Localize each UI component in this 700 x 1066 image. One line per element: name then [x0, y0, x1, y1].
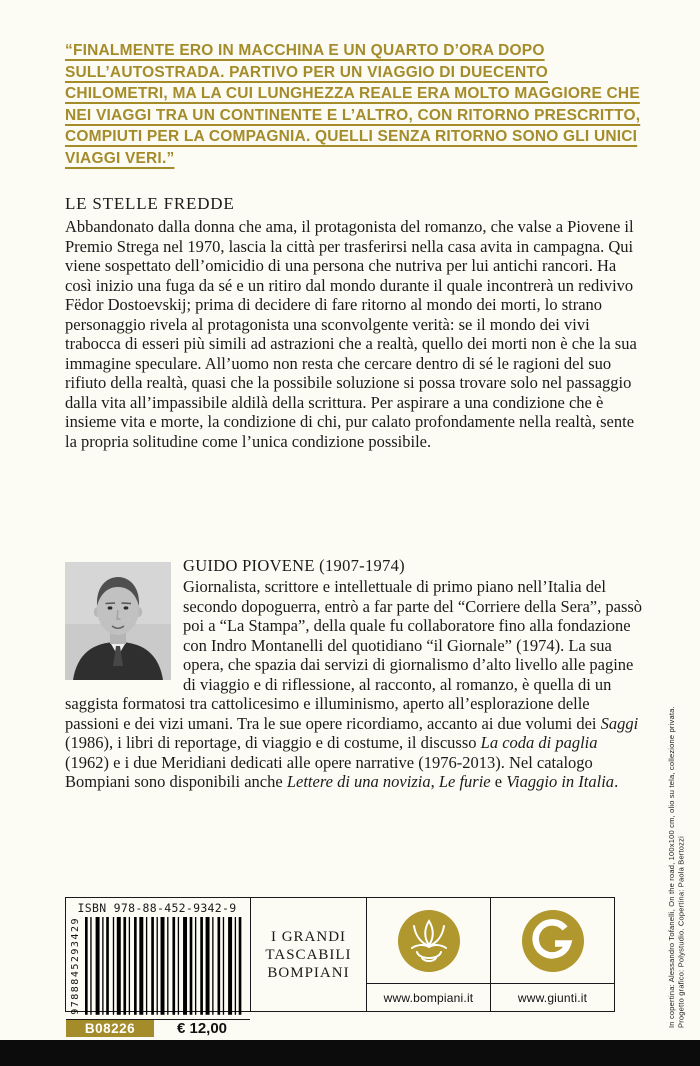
imprint-line-1: I GRANDI — [270, 928, 347, 945]
spine-black-bar — [0, 1040, 700, 1066]
giunti-url: www.giunti.it — [491, 983, 614, 1011]
giunti-g-logo-icon — [522, 910, 584, 972]
price-row — [66, 1019, 250, 1037]
giunti-logo-area — [491, 898, 614, 983]
author-bio: Giornalista, scrittore e intellettuale di primo piano nell’Italia del secondo dopoguerra, entrò a far parte del “Corriere della Sera”, passò poi a “La Stampa”, della quale fu collaboratore fino alla fondazione con Indro Montanelli del quotidiano “il Giornale” (1974). La sua opera, che spazia dai servizi di giornalismo d’alto livello alle pagine di viaggio e di riflessione, al racconto, al romanzo, è quella di un saggista formatosi tra cattolicesimo e illuminismo, aperto all’esplorazione delle passioni e dei vizi umani. Tra le sue opere ricordiamo, accanto ai due volumi dei Saggi (1986), i libri di reportage, di viaggio e di costume, il discusso La coda di paglia (1962) e i due Meridiani dedicati alle opere narrative (1976-2013). Nel catalogo Bompiani sono disponibili anche Lettere di una novizia, Le furie e Viaggio in Italia. — [65, 577, 643, 791]
imprint-text — [251, 928, 366, 982]
bompiani-cell — [367, 898, 491, 1011]
pull-quote: “FINALMENTE ERO IN MACCHINA E UN QUARTO D’ORA DOPO SULL’AUTOSTRADA. PARTIVO PER UN VIAGGIO DI DUECENTO CHILOMETRI, MA LA CUI LUNGHEZZA REALE ERA MOLTO MAGGIORE CHE NEI VIAGGI TRA UN CONTINENTE E L’ALTRO, CON RITORNO PRESCRITTO, COMPIUTI PER LA COMPAGNIA. QUELLI SENZA RITORNO SONO GLI UNICI VIAGGI VERI.” — [65, 42, 641, 167]
author-section — [65, 556, 643, 792]
author-name: GUIDO PIOVENE (1907-1974) — [183, 556, 405, 575]
imprint-cell — [251, 898, 367, 1011]
barcode-icon — [85, 917, 244, 1015]
cover-credits: In copertina: Alessandro Tofanelli, On the road, 100x100 cm, olio su tela, collezione privata. Progetto grafico: Polystudio. Copertina: Paola Bertozzi — [667, 706, 686, 1028]
synopsis-section — [65, 194, 643, 451]
footer-strip — [65, 897, 615, 1037]
imprint-line-2: TASCABILI — [265, 946, 352, 963]
isbn-cell — [65, 898, 251, 1037]
isbn-label: ISBN 978-88-452-9342-9 — [77, 901, 237, 915]
author-photo — [65, 562, 171, 680]
barcode-number: 9788845293429 — [70, 917, 81, 1015]
book-title: LE STELLE FREDDE — [65, 194, 235, 213]
bompiani-flower-logo-icon — [398, 910, 460, 972]
bompiani-url: www.bompiani.it — [367, 983, 490, 1011]
author-portrait-image — [65, 562, 171, 680]
price: € 12,00 — [176, 1019, 228, 1037]
imprint-line-3: BOMPIANI — [267, 964, 350, 981]
bompiani-logo-area — [367, 898, 490, 983]
barcode-block — [70, 917, 244, 1019]
giunti-cell — [491, 898, 615, 1011]
isbn-area — [66, 898, 250, 1019]
synopsis-text: Abbandonato dalla donna che ama, il protagonista del romanzo, che valse a Piovene il Premio Strega nel 1970, lascia la città per trasferirsi nella casa avita in campagna. Qui viene sospettato dell’omicidio di una persona che nutriva per lui antichi rancori. Ha così inizio una fuga da sé e un ritiro dal mondo durante il quale incontrerà un redivivo Fëdor Dostoevskij; prima di decidere di fare ritorno al mondo dei morti, lo strano personaggio rivela al protagonista una sconvolgente verità: se il mondo dei vivi trabocca di esseri più simili ad astrazioni che a realtà, quello dei morti non è che la sua immagine speculare. All’uomo non resta che cercare dentro di sé le ragioni del suo rifiuto della realtà, quasi che la possibile soluzione si possa trovare solo nel passaggio dalla vita all’impassibile aldilà della scrittura. Per aspirare a una condizione che è insieme vita e morte, la condizione di chi, pur calato profondamente nella realtà, sente la propria solitudine come l’unica condizione possibile. — [65, 217, 637, 451]
product-code-badge: B08226 — [66, 1020, 154, 1037]
